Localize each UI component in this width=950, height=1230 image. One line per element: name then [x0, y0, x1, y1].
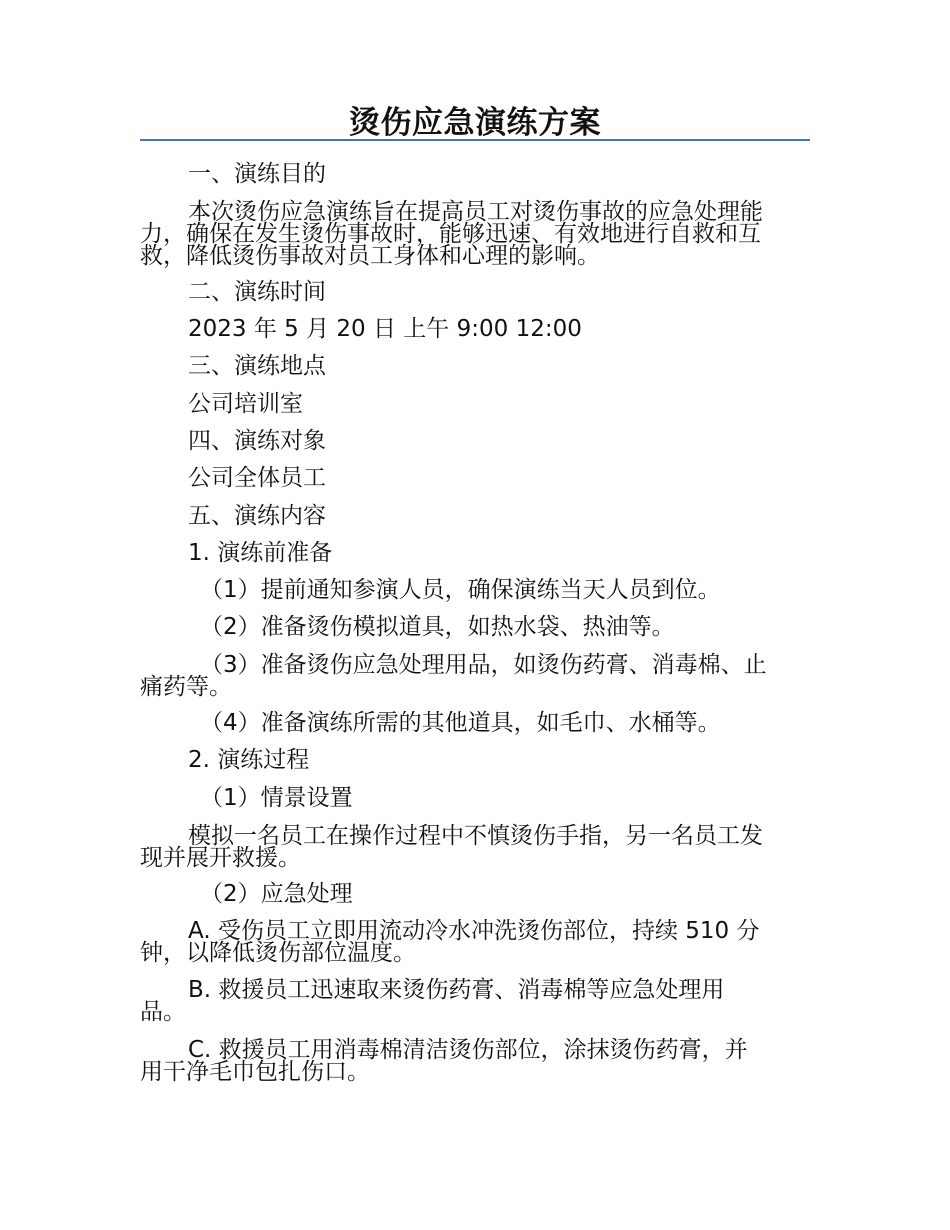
document-title: 烫伤应急演练方案	[349, 105, 601, 141]
scenario-text-line-1: 模拟一名员工在操作过程中不慎烫伤手指，另一名员工发	[188, 823, 763, 849]
process-item-scenario: （1）情景设置	[200, 785, 353, 811]
purpose-paragraph-line-3: 救，降低烫伤事故对员工身体和心理的影响。	[140, 243, 600, 269]
section-heading-time: 二、演练时间	[188, 279, 326, 305]
purpose-paragraph-line-2: 力，确保在发生烫伤事故时，能够迅速、有效地进行自救和互	[140, 221, 761, 247]
prep-item-2: （2）准备烫伤模拟道具，如热水袋、热油等。	[200, 614, 675, 640]
subheading-process: 2. 演练过程	[188, 747, 310, 773]
section-heading-content: 五、演练内容	[188, 503, 326, 529]
prep-item-4: （4）准备演练所需的其他道具，如毛巾、水桶等。	[200, 710, 721, 736]
purpose-paragraph-line-1: 本次烫伤应急演练旨在提高员工对烫伤事故的应急处理能	[188, 199, 763, 225]
prep-item-1: （1）提前通知参演人员，确保演练当天人员到位。	[200, 577, 721, 603]
drill-location-text: 公司培训室	[188, 391, 303, 417]
response-step-c-line-1: C. 救援员工用消毒棉清洁烫伤部位，涂抹烫伤药膏，并	[188, 1037, 748, 1063]
process-item-response: （2）应急处理	[200, 881, 353, 907]
section-heading-location: 三、演练地点	[188, 353, 326, 379]
response-step-a-line-2: 钟，以降低烫伤部位温度。	[140, 940, 416, 966]
prep-item-3-line-2: 痛药等。	[140, 674, 232, 700]
subheading-preparation: 1. 演练前准备	[188, 540, 333, 566]
response-step-c-line-2: 用干净毛巾包扎伤口。	[140, 1059, 370, 1085]
scenario-text-line-2: 现并展开救援。	[140, 845, 301, 871]
response-step-b-line-1: B. 救援员工迅速取来烫伤药膏、消毒棉等应急处理用	[188, 977, 725, 1003]
response-step-a-line-1: A. 受伤员工立即用流动冷水冲洗烫伤部位，持续 510 分	[188, 918, 760, 944]
drill-target-text: 公司全体员工	[188, 465, 326, 491]
drill-time-text: 2023 年 5 月 20 日 上午 9:00 12:00	[188, 316, 582, 342]
section-heading-target: 四、演练对象	[188, 428, 326, 454]
title-underline	[140, 139, 810, 141]
section-heading-purpose: 一、演练目的	[188, 161, 326, 187]
prep-item-3-line-1: （3）准备烫伤应急处理用品，如烫伤药膏、消毒棉、止	[200, 652, 767, 678]
response-step-b-line-2: 品。	[140, 999, 186, 1025]
